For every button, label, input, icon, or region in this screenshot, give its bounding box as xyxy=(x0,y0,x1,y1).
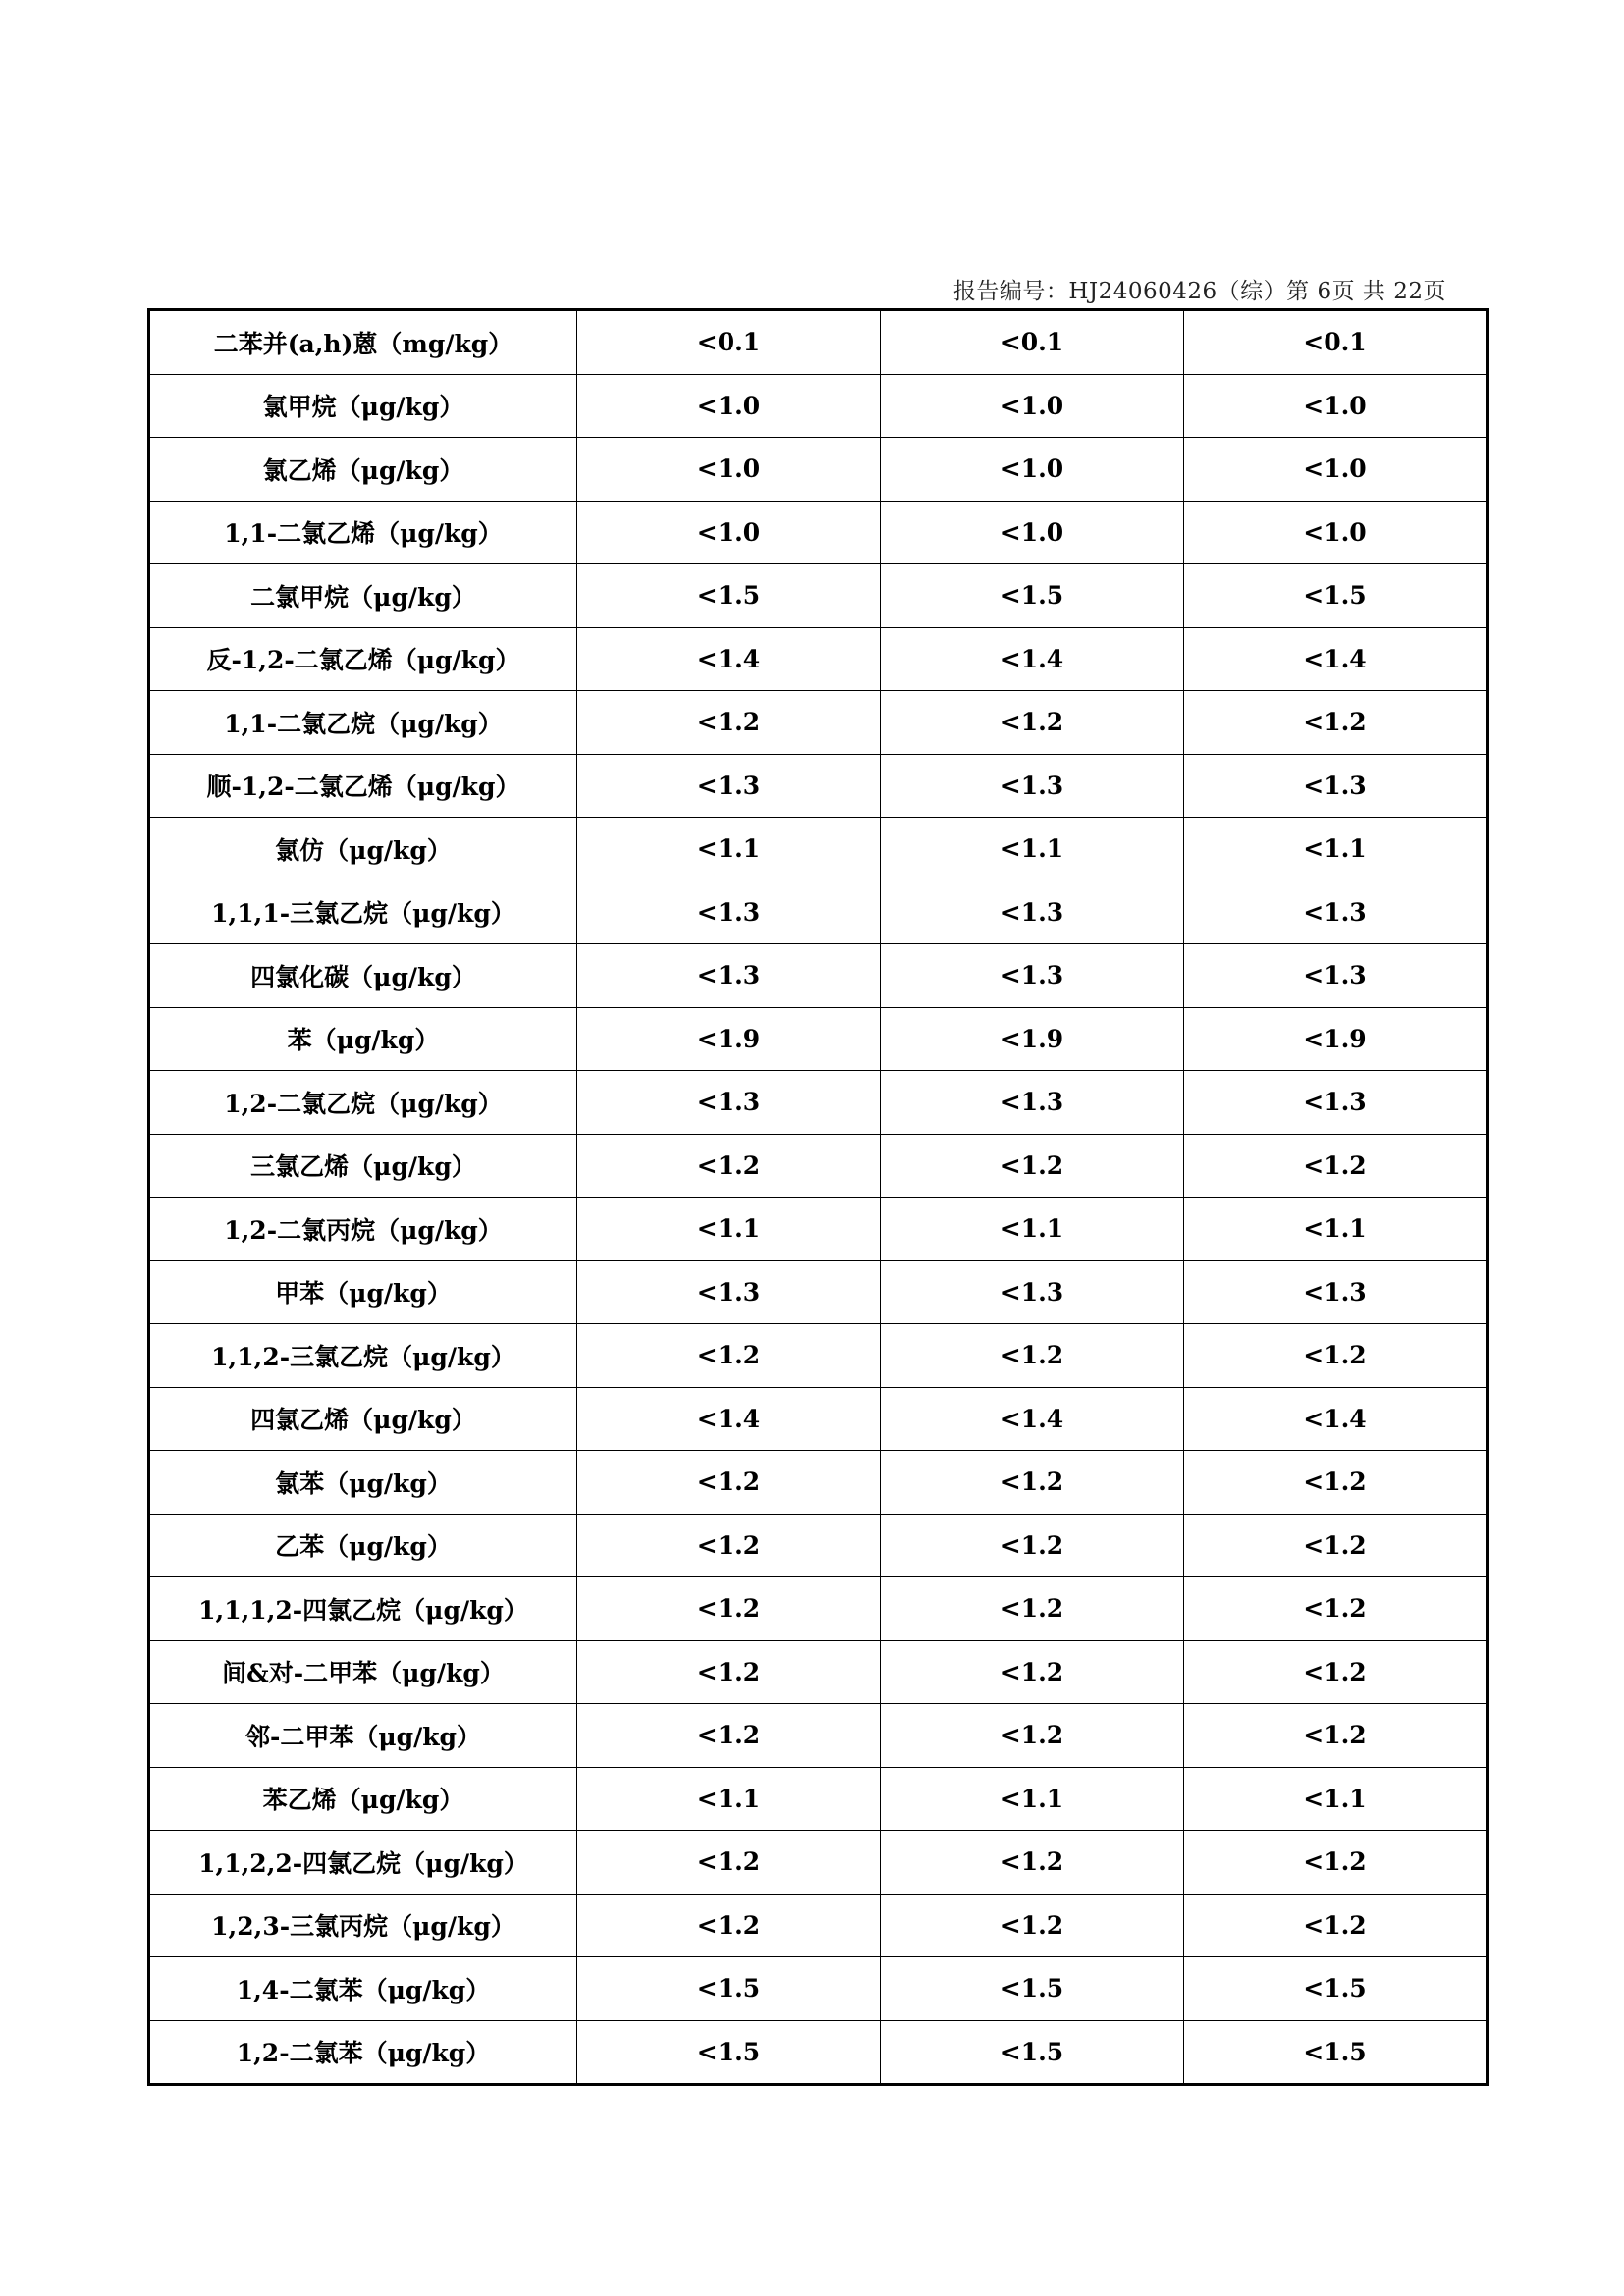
result-value-cell: <1.3 xyxy=(577,754,881,818)
table-row xyxy=(149,1134,1488,1198)
results-table-body xyxy=(149,310,1488,2085)
analyte-name-cell: 四氯化碳（μg/kg） xyxy=(149,944,577,1008)
result-value-cell: <1.5 xyxy=(577,2020,881,2085)
result-value-cell: <1.0 xyxy=(577,501,881,564)
result-value-cell: <1.3 xyxy=(881,944,1184,1008)
result-value-cell: <1.5 xyxy=(881,1957,1184,2021)
result-value-cell: <1.2 xyxy=(577,1704,881,1768)
result-value-cell: <1.2 xyxy=(881,1514,1184,1577)
table-row xyxy=(149,1071,1488,1135)
analyte-name-cell: 1,2-二氯丙烷（μg/kg） xyxy=(149,1198,577,1261)
table-row xyxy=(149,944,1488,1008)
result-value-cell: <1.3 xyxy=(881,1260,1184,1324)
table-row xyxy=(149,1894,1488,1957)
analyte-name-cell: 甲苯（μg/kg） xyxy=(149,1260,577,1324)
result-value-cell: <1.1 xyxy=(577,818,881,881)
table-row xyxy=(149,1640,1488,1704)
result-value-cell: <1.2 xyxy=(881,1894,1184,1957)
analyte-name-cell: 1,1,2-三氯乙烷（μg/kg） xyxy=(149,1324,577,1388)
table-row xyxy=(149,627,1488,691)
result-value-cell: <1.2 xyxy=(881,1704,1184,1768)
result-value-cell: <1.5 xyxy=(1184,564,1488,628)
result-value-cell: <1.1 xyxy=(577,1767,881,1831)
result-value-cell: <1.2 xyxy=(881,1134,1184,1198)
table-row xyxy=(149,1260,1488,1324)
result-value-cell: <1.0 xyxy=(577,438,881,502)
table-row xyxy=(149,1577,1488,1641)
result-value-cell: <1.9 xyxy=(577,1007,881,1071)
result-value-cell: <1.0 xyxy=(881,501,1184,564)
analyte-name-cell: 二氯甲烷（μg/kg） xyxy=(149,564,577,628)
analyte-name-cell: 邻-二甲苯（μg/kg） xyxy=(149,1704,577,1768)
analyte-name-cell: 1,2-二氯苯（μg/kg） xyxy=(149,2020,577,2085)
result-value-cell: <1.0 xyxy=(881,374,1184,438)
analyte-name-cell: 苯（μg/kg） xyxy=(149,1007,577,1071)
result-value-cell: <1.9 xyxy=(1184,1007,1488,1071)
result-value-cell: <1.1 xyxy=(881,1767,1184,1831)
result-value-cell: <1.2 xyxy=(577,691,881,755)
table-row xyxy=(149,1324,1488,1388)
results-table xyxy=(147,308,1489,2086)
table-row xyxy=(149,818,1488,881)
result-value-cell: <1.5 xyxy=(577,564,881,628)
result-value-cell: <1.2 xyxy=(1184,1704,1488,1768)
analyte-name-cell: 1,2,3-三氯丙烷（μg/kg） xyxy=(149,1894,577,1957)
analyte-name-cell: 1,2-二氯乙烷（μg/kg） xyxy=(149,1071,577,1135)
result-value-cell: <1.2 xyxy=(1184,1640,1488,1704)
result-value-cell: <1.2 xyxy=(577,1134,881,1198)
table-row xyxy=(149,1198,1488,1261)
result-value-cell: <1.3 xyxy=(577,1260,881,1324)
table-row xyxy=(149,1514,1488,1577)
result-value-cell: <1.1 xyxy=(577,1198,881,1261)
table-row xyxy=(149,691,1488,755)
table-row xyxy=(149,310,1488,375)
result-value-cell: <1.0 xyxy=(577,374,881,438)
table-row xyxy=(149,1831,1488,1895)
result-value-cell: <0.1 xyxy=(881,310,1184,375)
result-value-cell: <1.4 xyxy=(881,1387,1184,1451)
table-row xyxy=(149,501,1488,564)
result-value-cell: <1.2 xyxy=(881,1451,1184,1515)
analyte-name-cell: 氯乙烯（μg/kg） xyxy=(149,438,577,502)
result-value-cell: <1.2 xyxy=(577,1451,881,1515)
result-value-cell: <1.2 xyxy=(1184,1134,1488,1198)
table-row xyxy=(149,2020,1488,2085)
analyte-name-cell: 氯仿（μg/kg） xyxy=(149,818,577,881)
result-value-cell: <1.5 xyxy=(881,564,1184,628)
result-value-cell: <1.2 xyxy=(1184,1451,1488,1515)
table-row xyxy=(149,564,1488,628)
table-row xyxy=(149,1451,1488,1515)
table-row xyxy=(149,1704,1488,1768)
analyte-name-cell: 1,1,1-三氯乙烷（μg/kg） xyxy=(149,881,577,944)
result-value-cell: <1.3 xyxy=(1184,881,1488,944)
result-value-cell: <1.4 xyxy=(577,627,881,691)
result-value-cell: <0.1 xyxy=(1184,310,1488,375)
result-value-cell: <1.3 xyxy=(1184,1260,1488,1324)
analyte-name-cell: 1,4-二氯苯（μg/kg） xyxy=(149,1957,577,2021)
result-value-cell: <1.5 xyxy=(577,1957,881,2021)
result-value-cell: <1.2 xyxy=(1184,691,1488,755)
result-value-cell: <1.3 xyxy=(881,1071,1184,1135)
result-value-cell: <1.2 xyxy=(577,1577,881,1641)
result-value-cell: <1.3 xyxy=(577,944,881,1008)
result-value-cell: <1.5 xyxy=(1184,1957,1488,2021)
result-value-cell: <1.1 xyxy=(881,818,1184,881)
result-value-cell: <1.2 xyxy=(1184,1831,1488,1895)
analyte-name-cell: 氯甲烷（μg/kg） xyxy=(149,374,577,438)
result-value-cell: <1.3 xyxy=(1184,754,1488,818)
result-value-cell: <1.3 xyxy=(1184,944,1488,1008)
analyte-name-cell: 三氯乙烯（μg/kg） xyxy=(149,1134,577,1198)
result-value-cell: <1.2 xyxy=(1184,1894,1488,1957)
result-value-cell: <1.2 xyxy=(881,691,1184,755)
analyte-name-cell: 氯苯（μg/kg） xyxy=(149,1451,577,1515)
result-value-cell: <1.0 xyxy=(1184,374,1488,438)
result-value-cell: <1.2 xyxy=(1184,1577,1488,1641)
result-value-cell: <1.9 xyxy=(881,1007,1184,1071)
result-value-cell: <1.1 xyxy=(1184,1198,1488,1261)
analyte-name-cell: 1,1,1,2-四氯乙烷（μg/kg） xyxy=(149,1577,577,1641)
result-value-cell: <1.3 xyxy=(577,881,881,944)
analyte-name-cell: 四氯乙烯（μg/kg） xyxy=(149,1387,577,1451)
table-row xyxy=(149,1767,1488,1831)
table-row xyxy=(149,1387,1488,1451)
result-value-cell: <1.5 xyxy=(881,2020,1184,2085)
table-row xyxy=(149,881,1488,944)
table-row xyxy=(149,438,1488,502)
result-value-cell: <1.2 xyxy=(577,1640,881,1704)
result-value-cell: <1.3 xyxy=(1184,1071,1488,1135)
result-value-cell: <1.4 xyxy=(1184,627,1488,691)
analyte-name-cell: 间&对-二甲苯（μg/kg） xyxy=(149,1640,577,1704)
result-value-cell: <1.2 xyxy=(1184,1514,1488,1577)
analyte-name-cell: 反-1,2-二氯乙烯（μg/kg） xyxy=(149,627,577,691)
result-value-cell: <1.0 xyxy=(881,438,1184,502)
analyte-name-cell: 1,1,2,2-四氯乙烷（μg/kg） xyxy=(149,1831,577,1895)
table-row xyxy=(149,374,1488,438)
result-value-cell: <1.2 xyxy=(881,1324,1184,1388)
table-row xyxy=(149,754,1488,818)
result-value-cell: <1.2 xyxy=(1184,1324,1488,1388)
analyte-name-cell: 二苯并(a,h)蒽（mg/kg） xyxy=(149,310,577,375)
result-value-cell: <0.1 xyxy=(577,310,881,375)
result-value-cell: <1.1 xyxy=(1184,818,1488,881)
result-value-cell: <1.5 xyxy=(1184,2020,1488,2085)
result-value-cell: <1.4 xyxy=(1184,1387,1488,1451)
report-number-header: 报告编号：HJ24060426（综）第 6页 共 22页 xyxy=(952,279,1446,304)
result-value-cell: <1.0 xyxy=(1184,501,1488,564)
result-value-cell: <1.2 xyxy=(577,1514,881,1577)
result-value-cell: <1.2 xyxy=(577,1324,881,1388)
result-value-cell: <1.4 xyxy=(577,1387,881,1451)
result-value-cell: <1.1 xyxy=(881,1198,1184,1261)
result-value-cell: <1.3 xyxy=(881,754,1184,818)
analyte-name-cell: 1,1-二氯乙烷（μg/kg） xyxy=(149,691,577,755)
table-row xyxy=(149,1007,1488,1071)
result-value-cell: <1.1 xyxy=(1184,1767,1488,1831)
result-value-cell: <1.2 xyxy=(881,1640,1184,1704)
result-value-cell: <1.2 xyxy=(881,1831,1184,1895)
analyte-name-cell: 顺-1,2-二氯乙烯（μg/kg） xyxy=(149,754,577,818)
result-value-cell: <1.3 xyxy=(577,1071,881,1135)
result-value-cell: <1.2 xyxy=(577,1831,881,1895)
result-value-cell: <1.3 xyxy=(881,881,1184,944)
analyte-name-cell: 1,1-二氯乙烯（μg/kg） xyxy=(149,501,577,564)
result-value-cell: <1.0 xyxy=(1184,438,1488,502)
analyte-name-cell: 苯乙烯（μg/kg） xyxy=(149,1767,577,1831)
result-value-cell: <1.2 xyxy=(881,1577,1184,1641)
result-value-cell: <1.2 xyxy=(577,1894,881,1957)
result-value-cell: <1.4 xyxy=(881,627,1184,691)
table-row xyxy=(149,1957,1488,2021)
analyte-name-cell: 乙苯（μg/kg） xyxy=(149,1514,577,1577)
